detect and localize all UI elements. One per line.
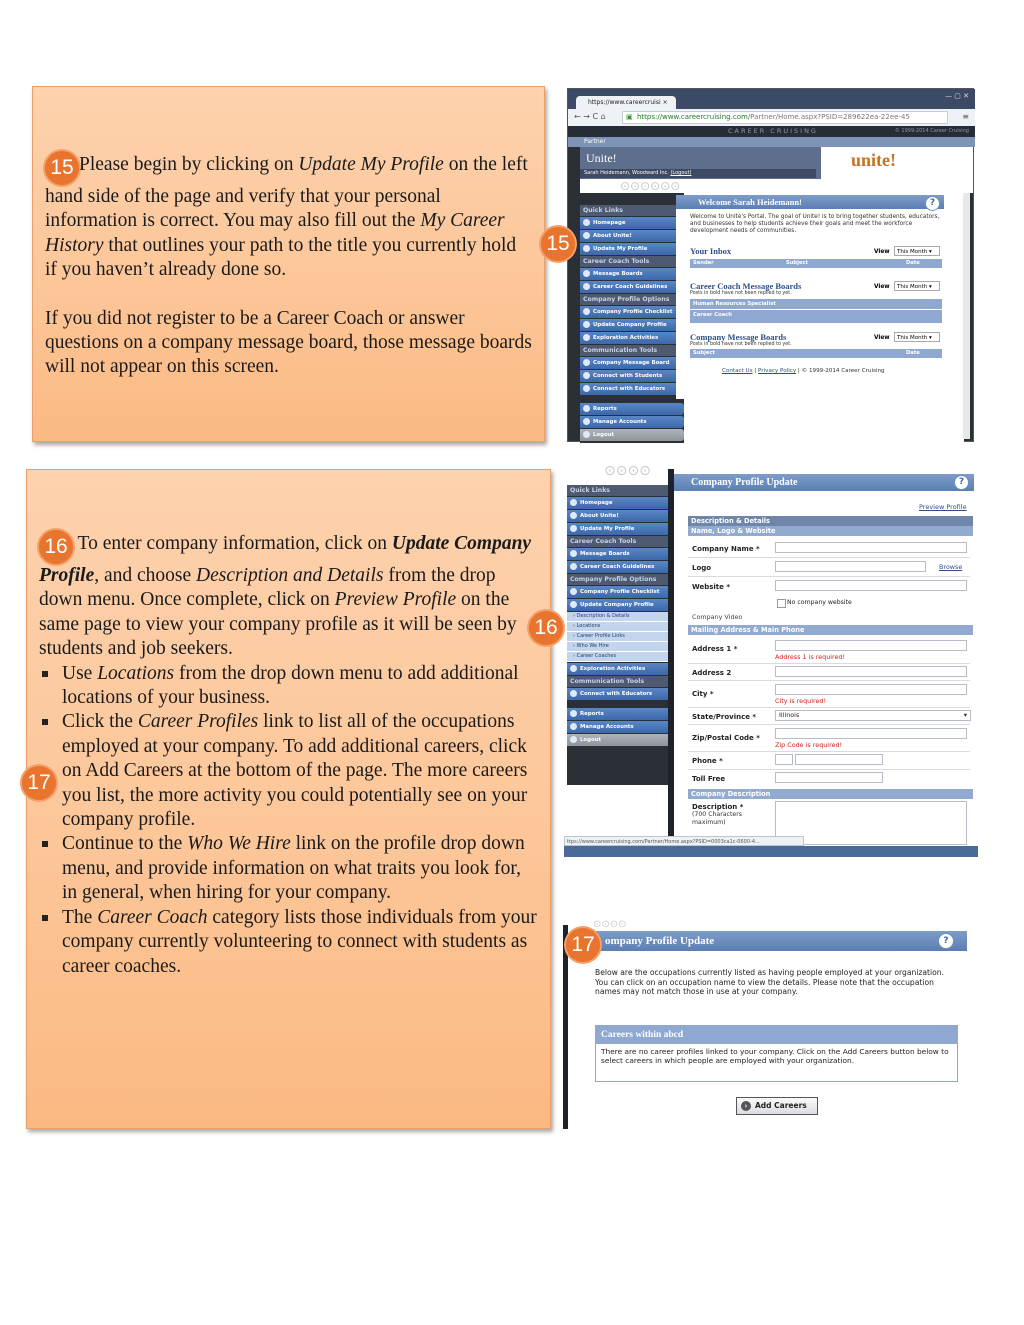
- section-name-logo: Name, Logo & Website: [688, 526, 973, 536]
- sidebar-2: Quick Links Homepage About Unite! Update My Profile Career Coach Tools Message Boards Career Coach Guidelines Company Profile Options Company Profile Checklist Update Company Profile › Description & Details › Locations › Career Profile Links › Who We Hire › Career Coaches Exploration Activities Communication Tools Connect with Educators Reports Manage Accounts Logout: [567, 485, 671, 785]
- address-bar: [568, 109, 975, 126]
- inbox-view-select[interactable]: This Month ▾: [894, 246, 940, 256]
- welcome-panel: Welcome Sarah Heidemann! ? Welcome to Unite's Portal. The goal of Unite! is to bring together students, educators, and businesses to help students achieve their goals and meet the workforce development needs of communities. Your Inbox View This Month ▾ Sender Subject Date Career Coach Message Boards Posts in bold have not been replied to yet. View This Month ▾ Human Resources Specialist Career Coach Company Message Boards Posts in bold have not been replied to yet. View This Month ▾ Subject Date Contact Us | Privacy Policy | © 1999-2014 Career Cruising: [676, 195, 944, 399]
- sidebar-homepage[interactable]: Homepage: [580, 217, 684, 229]
- cpu-header: Company Profile Update: [674, 474, 974, 491]
- sidebar-update-profile[interactable]: Update My Profile: [567, 523, 671, 535]
- step-17-note-badge: 17: [22, 766, 56, 800]
- phone-area-input[interactable]: [775, 754, 793, 765]
- step-15-screenshot-badge: 15: [541, 227, 575, 261]
- bullet-who-we-hire: Continue to the Who We Hire link on the profile drop down menu, and provide information on what traits you look for, in general, when hiring for your company.: [39, 832, 540, 905]
- sidebar-profile-checklist[interactable]: Company Profile Checklist: [567, 586, 671, 598]
- chevron-down-icon: ▾: [963, 711, 967, 719]
- step-15-paragraph-1: 15 Please begin by clicking on Update My Profile on the left hand side of the page and verify that your personal information is correct. You may also fill out the My Career History that outlines your path to the title you currently hold if you haven’t already done so.: [45, 151, 532, 283]
- add-careers-button[interactable]: › Add Careers: [736, 1097, 818, 1115]
- sidebar-reports[interactable]: Reports: [580, 403, 684, 415]
- phone-input[interactable]: [795, 754, 883, 765]
- lock-icon: ▣: [626, 113, 633, 121]
- address1-input[interactable]: [775, 640, 967, 651]
- step-16-screenshot-badge: 16: [529, 611, 563, 645]
- preview-profile-link[interactable]: Preview Profile: [919, 503, 967, 511]
- step-15-paragraph-2: If you did not register to be a Career Coach or answer questions on a company message board, those message boards will not appear on this screen.: [45, 307, 532, 378]
- browser-tab-bar: [568, 89, 975, 109]
- submenu-locations[interactable]: › Locations: [567, 622, 671, 632]
- nav-icons[interactable]: ← → C ⌂: [574, 112, 606, 121]
- sidebar-manage-accounts[interactable]: Manage Accounts: [580, 416, 684, 428]
- decorative-arrows: ⊙⊙⊙⊙⊙⊙: [580, 179, 973, 193]
- sidebar-exploration[interactable]: Exploration Activities: [580, 332, 684, 344]
- cmb-title: Company Message Boards: [690, 332, 787, 342]
- taskbar: [564, 846, 978, 857]
- arrow-circle-icon: ›: [741, 1101, 751, 1111]
- logout-link[interactable]: (Logout): [670, 170, 692, 176]
- unite-logo: unite!: [821, 147, 973, 179]
- section-description: Description & Details: [688, 516, 973, 526]
- welcome-header: Welcome Sarah Heidemann!: [676, 195, 944, 209]
- careers-header: ompany Profile Update: [593, 931, 967, 951]
- sidebar-homepage[interactable]: Homepage: [567, 497, 671, 509]
- submenu-who-we-hire[interactable]: › Who We Hire: [567, 642, 671, 652]
- cmb-view-select[interactable]: This Month ▾: [894, 332, 940, 342]
- site-title: Unite!: [586, 151, 617, 165]
- sidebar-manage-accounts[interactable]: Manage Accounts: [567, 721, 671, 733]
- sidebar-logout[interactable]: Logout: [567, 734, 671, 746]
- privacy-link[interactable]: Privacy Policy: [758, 368, 797, 374]
- window-controls: — ▢ ✕: [945, 92, 969, 100]
- sidebar-update-profile[interactable]: Update My Profile: [580, 243, 684, 255]
- step-17-screenshot-badge: 17: [566, 928, 600, 962]
- inbox-table-header: Sender Subject Date: [690, 259, 942, 268]
- browser-tab[interactable]: https://www.careercruisi ×: [576, 96, 676, 109]
- sidebar-exploration[interactable]: Exploration Activities: [567, 663, 671, 675]
- step-16-badge: 16: [39, 530, 73, 564]
- screenshot-careers: [563, 919, 973, 1129]
- ccmb-title: Career Coach Message Boards: [690, 281, 802, 291]
- address2-input[interactable]: [775, 666, 967, 677]
- careers-box: Careers within abcd There are no career profiles linked to your company. Click on the Add Careers button below to select careers in which people are employed with your organization.: [595, 1025, 958, 1082]
- screenshot-company-profile-update: ⊙⊙⊙⊙ Quick Links Homepage About Unite! Update My Profile Career Coach Tools Message Boards Career Coach Guidelines Company Profile Options Company Profile Checklist Update Company Profile › Description & Details › Locations › Career Profile Links › Who We Hire › Career Coaches Exploration Activities Communication Tools Connect with Educators Reports Manage Accounts Logout Company Profile Update ? Preview Profile Description & Details Name, Logo & Website Company Name * Logo Browse Website * No company website Company Video Mailing Address & Main Phone Address 1 * Address 1 is required! Address 2 City * City is required! State/Province * Illinois ▾ Zip/Postal Code * Zip Code is required! Phone * Toll Free Company Description Description * (700 Characters maximum) ttps://www.careercruising.com/Partner/Home.aspx?PSID=0003ca1c-0600-4...: [564, 469, 978, 857]
- sidebar-about[interactable]: About Unite!: [567, 510, 671, 522]
- city-input[interactable]: [775, 684, 967, 695]
- dark-edge: [563, 925, 568, 1129]
- step-16-paragraph: 16 To enter company information, click on Update Company Profile, and choose Description and Details from the drop down menu. Once complete, click on Preview Profile on the same page to view your company profile as it will be seen by students and job seekers.: [39, 530, 540, 662]
- state-select[interactable]: Illinois ▾: [775, 710, 971, 721]
- status-url: ttps://www.careercruising.com/Partner/Home.aspx?PSID=0003ca1c-0600-4...: [564, 836, 804, 846]
- step-16-note: [26, 469, 551, 1129]
- sidebar-cc-guidelines[interactable]: Career Coach Guidelines: [567, 561, 671, 573]
- section-mailing: Mailing Address & Main Phone: [688, 625, 973, 635]
- step-15-note: [32, 86, 545, 442]
- ccmb-table: Human Resources Specialist Career Coach: [690, 299, 942, 323]
- careers-intro: Below are the occupations currently listed as having people employed at your organization. You can click on an occupation name to view the details. Please note that the occupation names may not match those in use at your company.: [595, 968, 945, 997]
- url-field[interactable]: ▣ https://www.careercruising.com/Partner/Home.aspx?PSID=289622ea-22ee-45: [622, 111, 948, 124]
- toll-free-input[interactable]: [775, 772, 883, 783]
- bullet-career-coach: The Career Coach category lists those individuals from your company currently volunteering to connect with students as career coaches.: [39, 906, 540, 979]
- sidebar-logout[interactable]: Logout: [580, 429, 684, 441]
- help-icon[interactable]: ?: [925, 196, 940, 211]
- site-banner: CAREER CRUISING © 1999-2014 Career Cruising: [568, 126, 975, 137]
- scrollbar[interactable]: [963, 193, 970, 439]
- no-website-checkbox[interactable]: [777, 599, 786, 608]
- screenshot-partner-home: [567, 88, 974, 442]
- sidebar-cc-guidelines[interactable]: Career Coach Guidelines: [580, 281, 684, 293]
- help-icon[interactable]: ?: [954, 475, 969, 490]
- inbox-title: Your Inbox: [690, 246, 732, 256]
- dark-divider: [668, 469, 674, 841]
- sidebar-about[interactable]: About Unite!: [580, 230, 684, 242]
- unite-header: [580, 147, 973, 179]
- sidebar-update-company-profile[interactable]: Update Company Profile: [580, 319, 684, 331]
- browse-link[interactable]: Browse: [939, 563, 963, 571]
- logo-file-input[interactable]: [775, 561, 926, 572]
- sidebar-company-message-board[interactable]: Company Message Board: [580, 357, 684, 369]
- ccmb-view-select[interactable]: This Month ▾: [894, 281, 940, 291]
- sidebar-reports[interactable]: Reports: [567, 708, 671, 720]
- sidebar-connect-educators[interactable]: Connect with Educators: [567, 688, 671, 700]
- sidebar-connect-educators[interactable]: Connect with Educators: [580, 383, 684, 395]
- section-company-description: Company Description: [688, 789, 973, 799]
- decorative-arrows: ⊙⊙⊙⊙: [593, 919, 627, 930]
- step-15-badge: 15: [45, 151, 79, 185]
- sidebar-update-company-profile[interactable]: Update Company Profile: [567, 599, 671, 611]
- sidebar-profile-checklist[interactable]: Company Profile Checklist: [580, 306, 684, 318]
- footer-links: Contact Us | Privacy Policy | © 1999-2014 Career Cruising: [722, 368, 885, 374]
- bullet-locations: Use Locations from the drop down menu to add additional locations of your business.: [39, 662, 540, 711]
- user-line: Sarah Heidemann, Woodward Inc. (Logout): [580, 169, 816, 178]
- submenu-description[interactable]: › Description & Details: [567, 612, 671, 622]
- submenu-career-profile-links[interactable]: › Career Profile Links: [567, 632, 671, 642]
- menu-icon[interactable]: ≡: [962, 112, 969, 121]
- sidebar-1: Quick Links Homepage About Unite! Update My Profile Career Coach Tools Message Boards Career Coach Guidelines Company Profile Options Company Profile Checklist Update Company Profile Exploration Activities Communication Tools Company Message Board Connect with Students Connect with Educators Reports Manage Accounts Logout: [580, 205, 684, 443]
- sidebar-message-boards[interactable]: Message Boards: [567, 548, 671, 560]
- bullet-career-profiles: Click the Career Profiles link to list all of the occupations employed at your company. To add additional careers, click on Add Careers at the bottom of the page. The more careers you list, the more activity you could potentially see on your company profile.: [39, 710, 540, 832]
- zip-input[interactable]: [775, 728, 967, 739]
- help-icon[interactable]: ?: [938, 933, 954, 949]
- cmb-table-header: Subject Date: [690, 349, 942, 358]
- sidebar-connect-students[interactable]: Connect with Students: [580, 370, 684, 382]
- welcome-intro: Welcome to Unite's Portal. The goal of Unite! is to bring together students, educators, and businesses to help students achieve their goals and meet the workforce development needs of communities.: [690, 214, 940, 234]
- sidebar-message-boards[interactable]: Message Boards: [580, 268, 684, 280]
- decorative-arrows: ⊙⊙⊙⊙: [604, 463, 651, 479]
- partner-bar: Partner: [568, 137, 975, 147]
- website-input[interactable]: [775, 580, 967, 591]
- submenu-career-coaches[interactable]: › Career Coaches: [567, 652, 671, 662]
- company-name-input[interactable]: [775, 542, 967, 553]
- contact-link[interactable]: Contact Us: [722, 368, 753, 374]
- step-16-bullets: [39, 662, 540, 979]
